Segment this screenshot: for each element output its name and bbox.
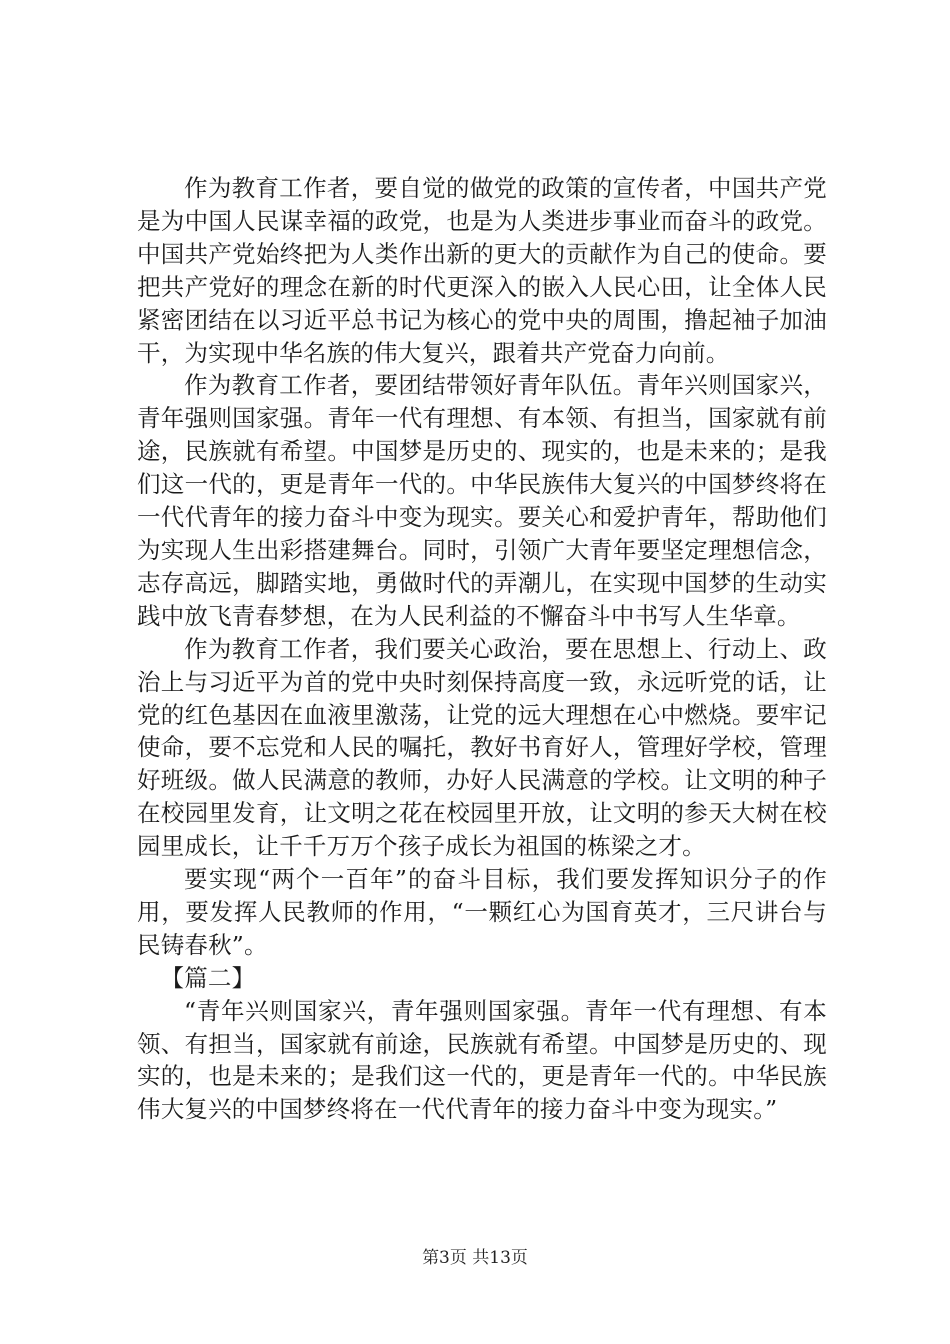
paragraph-1: 作为教育工作者，要自觉的做党的政策的宣传者，中国共产党是为中国人民谋幸福的政党，也是为人类进步事业而奋斗的政党。中国共产党始终把为人类作出新的更大的贡献作为自己的使命。要把共产党好的理念在新的时代更深入的嵌入人民心田，让全体人民紧密团结在以习近平总书记为核心的党中央的周围，撸起袖子加油干，为实现中华名族的伟大复兴，跟着共产党奋力向前。	[137, 174, 827, 367]
paragraph-4: 要实现“两个一百年”的奋斗目标，我们要发挥知识分子的作用，要发挥人民教师的作用，“一颗红心为国育英才，三尺讲台与民铸春秋”。	[137, 865, 827, 959]
paragraph-5: “青年兴则国家兴，青年强则国家强。青年一代有理想、有本领、有担当，国家就有前途，民族就有希望。中国梦是历史的、现实的，也是未来的；是我们这一代的，更是青年一代的。中华民族伟大复兴的中国梦终将在一代代青年的接力奋斗中变为现实。”	[137, 996, 827, 1124]
section-heading-part-two: 【篇二】	[160, 963, 256, 992]
paragraph-2: 作为教育工作者，要团结带领好青年队伍。青年兴则国家兴，青年强则国家强。青年一代有理想、有本领、有担当，国家就有前途，民族就有希望。中国梦是历史的、现实的，也是未来的；是我们这一代的，更是青年一代的。中华民族伟大复兴的中国梦终将在一代代青年的接力奋斗中变为现实。要关心和爱护青年，帮助他们为实现人生出彩搭建舞台。同时，引领广大青年要坚定理想信念，志存高远，脚踏实地，勇做时代的弄潮儿，在实现中国梦的生动实践中放飞青春梦想，在为人民利益的不懈奋斗中书写人生华章。	[137, 371, 827, 630]
paragraph-3: 作为教育工作者，我们要关心政治，要在思想上、行动上、政治上与习近平为首的党中央时刻保持高度一致，永远听党的话，让党的红色基因在血液里激荡，让党的远大理想在心中燃烧。要牢记使命，要不忘党和人民的嘱托，教好书育好人，管理好学校，管理好班级。做人民满意的教师，办好人民满意的学校。让文明的种子在校园里发育，让文明之花在校园里开放，让文明的参天大树在校园里成长，让千千万万个孩子成长为祖国的栋梁之才。	[137, 634, 827, 861]
document-body	[137, 172, 827, 1126]
page-number-footer: 第3页 共13页	[422, 1248, 528, 1268]
